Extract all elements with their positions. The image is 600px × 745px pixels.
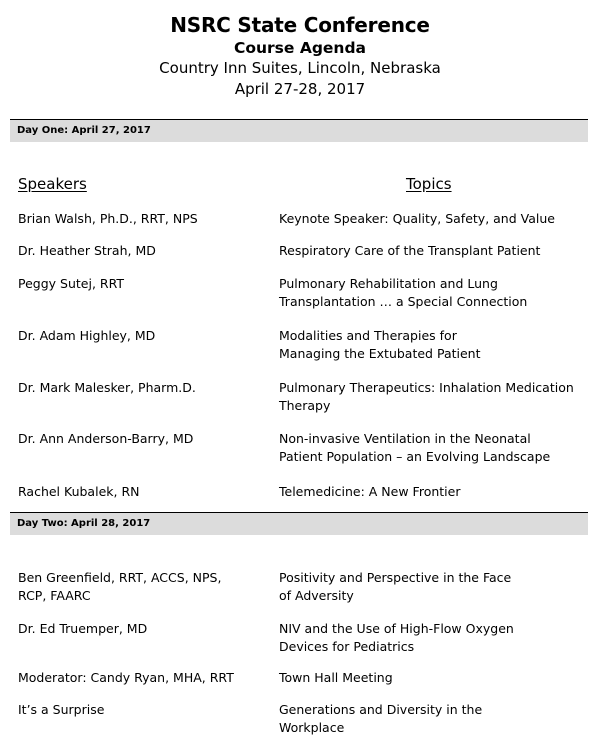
session-topic: Modalities and Therapies for Managing the Extubated Patient — [279, 328, 481, 361]
session-topic: Pulmonary Rehabilitation and Lung Transplantation … a Special Connection — [279, 276, 528, 309]
agenda-subtitle: Course Agenda — [233, 39, 367, 57]
session-topic: Non-invasive Ventilation in the Neonatal Patient Population – an Evolving Landscape — [279, 431, 551, 464]
speaker-name: Peggy Sutej, RRT — [18, 276, 124, 291]
day-one-header-bar — [10, 119, 588, 142]
venue-line: Country Inn Suites, Lincoln, Nebraska — [159, 59, 441, 77]
session-topic: Telemedicine: A New Frontier — [279, 484, 461, 499]
speakers-column-heading: Speakers — [18, 175, 87, 193]
speaker-name: Dr. Mark Malesker, Pharm.D. — [18, 380, 196, 395]
dates-line: April 27-28, 2017 — [234, 80, 366, 98]
speaker-name: Dr. Ann Anderson-Barry, MD — [18, 431, 194, 446]
session-topic: Town Hall Meeting — [279, 670, 393, 685]
session-topic: NIV and the Use of High-Flow Oxygen Devices for Pediatrics — [279, 621, 514, 654]
document-header — [0, 12, 600, 100]
speaker-name: Ben Greenfield, RRT, ACCS, NPS, RCP, FAARC — [18, 570, 222, 603]
speaker-name: Moderator: Candy Ryan, MHA, RRT — [18, 670, 234, 685]
conference-title: NSRC State Conference — [170, 13, 430, 37]
session-topic: Generations and Diversity in the Workplace — [279, 702, 483, 735]
topics-column-heading: Topics — [406, 175, 452, 193]
day-two-header-bar — [10, 512, 588, 535]
speaker-name: Brian Walsh, Ph.D., RRT, NPS — [18, 211, 198, 226]
session-topic: Pulmonary Therapeutics: Inhalation Medication Therapy — [279, 380, 574, 413]
speaker-name: It’s a Surprise — [18, 702, 105, 717]
speaker-name: Dr. Adam Highley, MD — [18, 328, 156, 343]
speaker-name: Dr. Heather Strah, MD — [18, 243, 156, 258]
session-topic: Keynote Speaker: Quality, Safety, and Value — [279, 211, 555, 226]
day-two-label: Day Two: April 28, 2017 — [17, 518, 151, 529]
speaker-name: Rachel Kubalek, RN — [18, 484, 140, 499]
speaker-name: Dr. Ed Truemper, MD — [18, 621, 148, 636]
day-one-label: Day One: April 27, 2017 — [17, 125, 151, 136]
session-topic: Respiratory Care of the Transplant Patient — [279, 243, 541, 258]
session-topic: Positivity and Perspective in the Face of Adversity — [279, 570, 512, 603]
